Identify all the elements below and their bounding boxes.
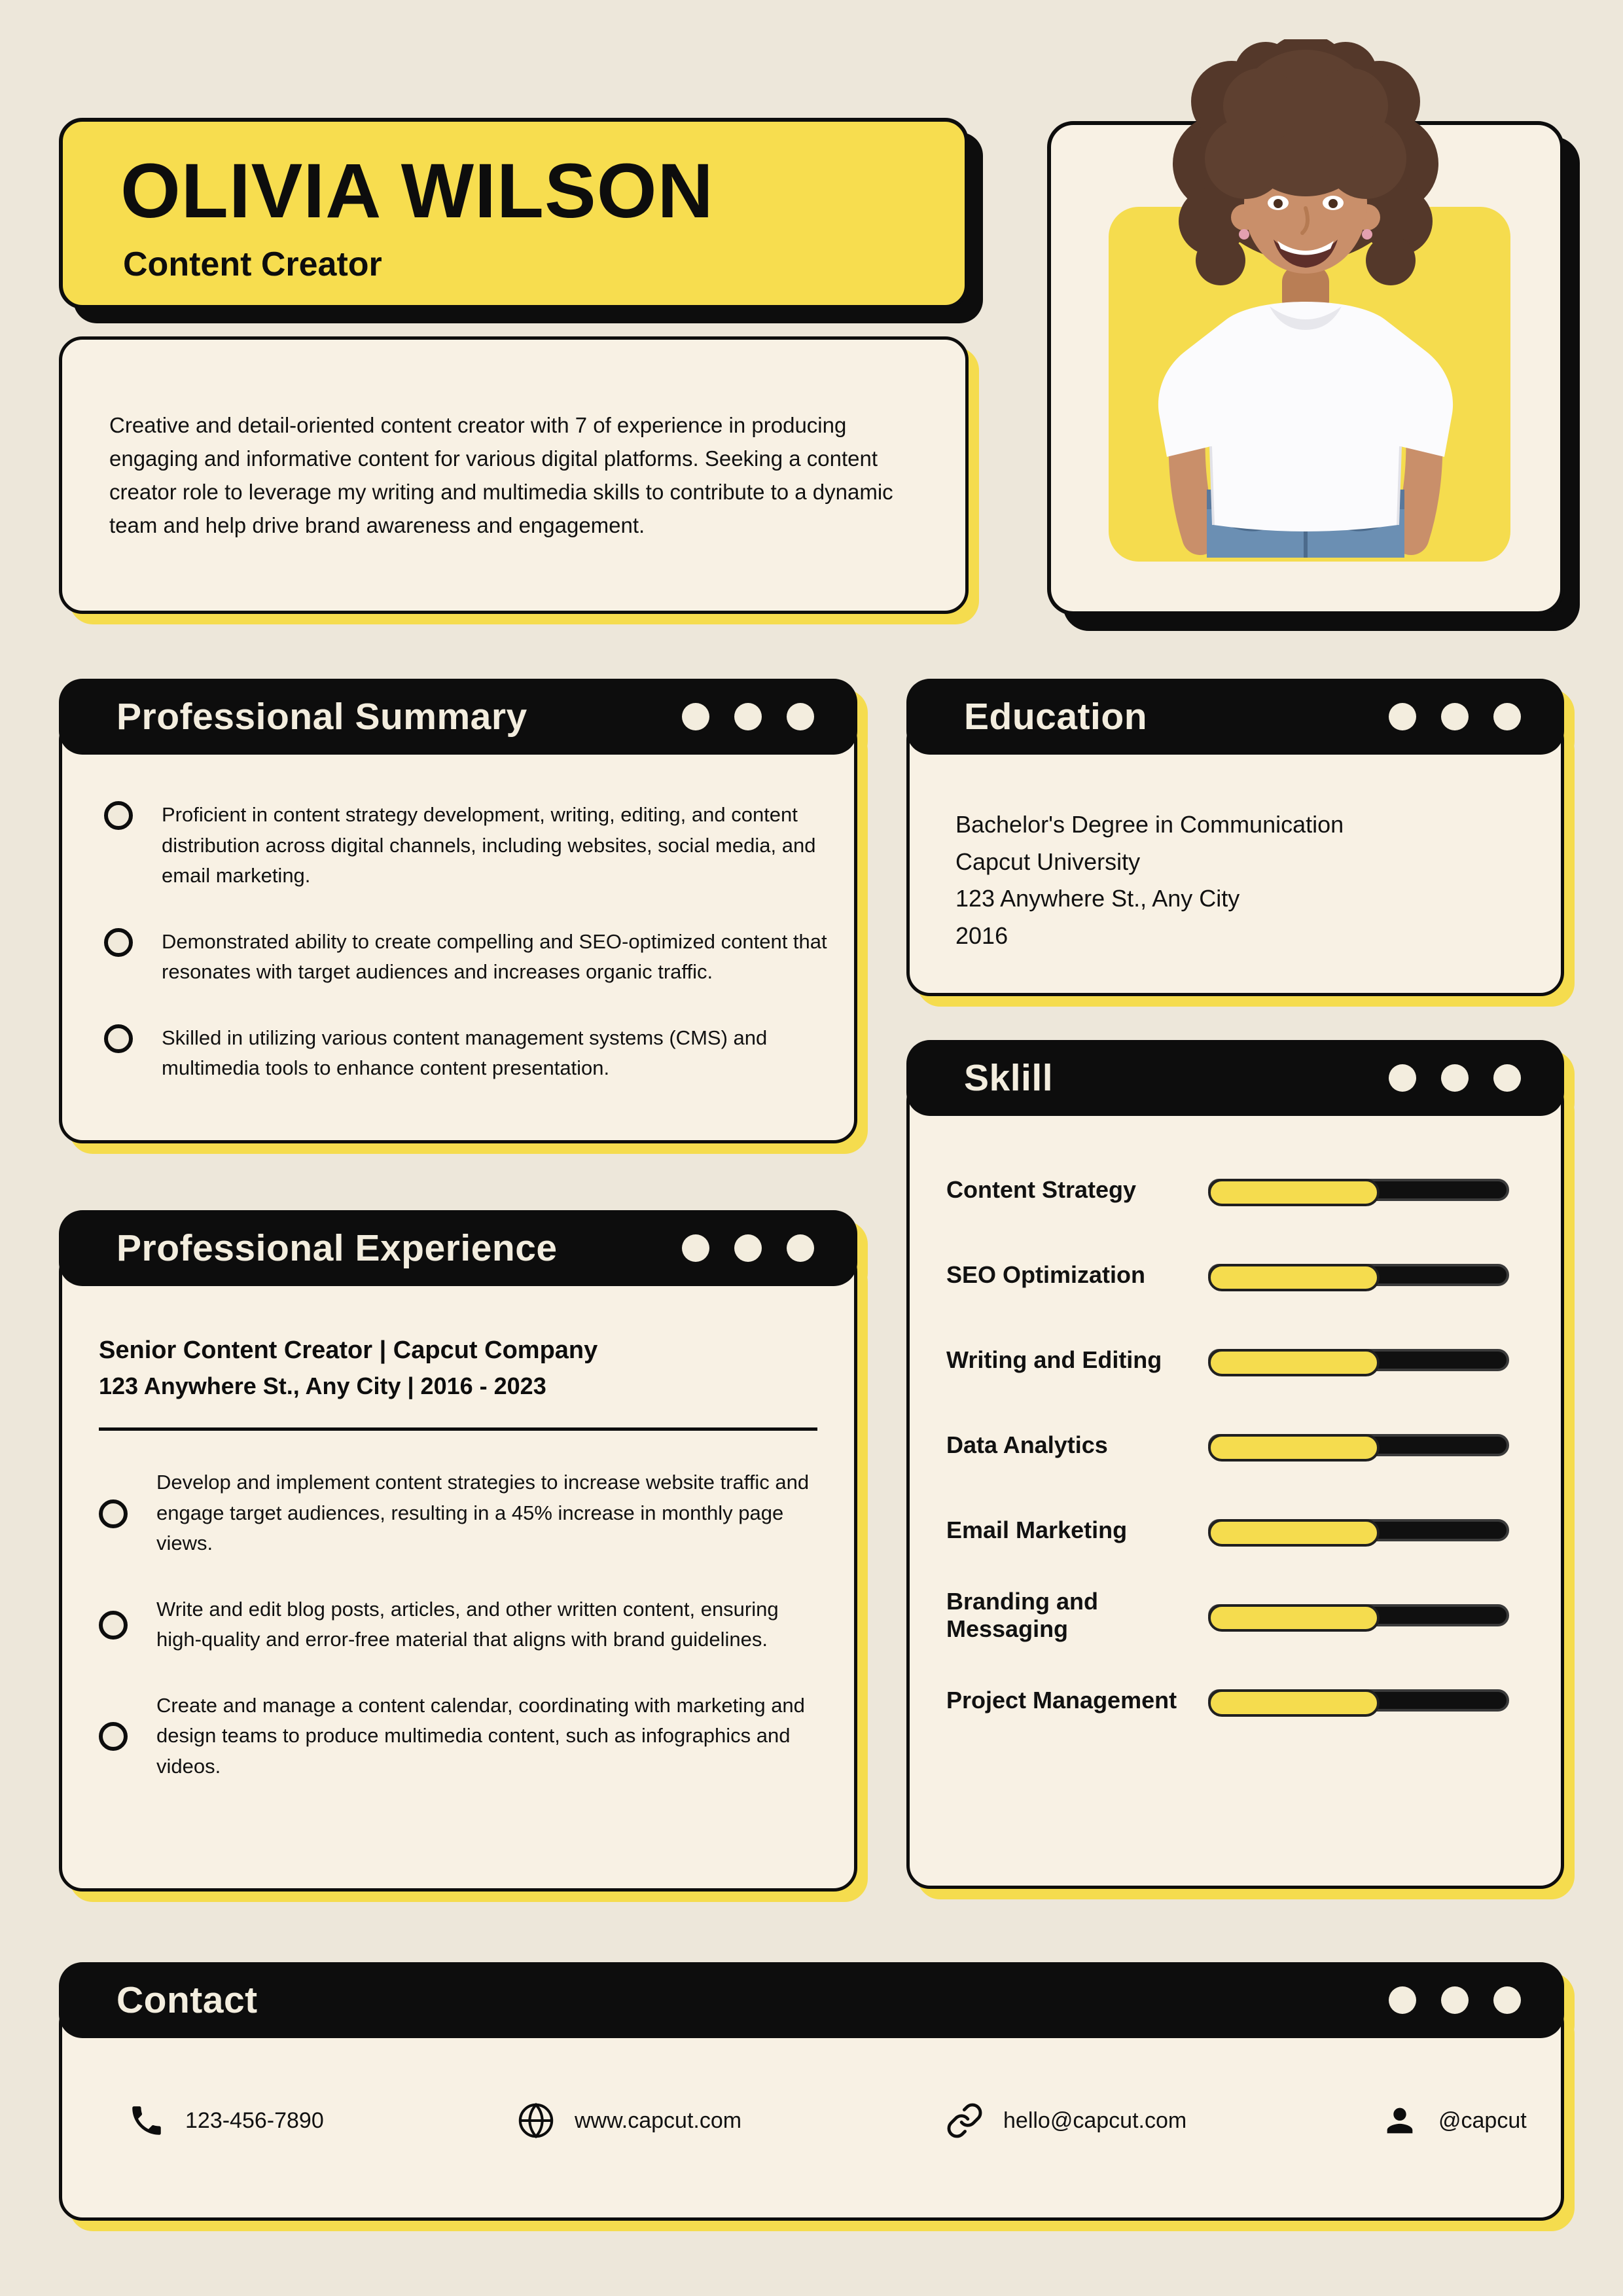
skill-label: SEO Optimization bbox=[946, 1261, 1146, 1288]
bullet-circle-icon bbox=[104, 928, 133, 957]
section-title: Sklill bbox=[964, 1057, 1054, 1099]
summary-bullet bbox=[104, 927, 828, 988]
skill-label: Writing and Editing bbox=[946, 1346, 1162, 1373]
bullet-circle-icon bbox=[104, 1024, 133, 1053]
profile-intro-card bbox=[59, 336, 969, 614]
skill-bar bbox=[1208, 1689, 1509, 1712]
bullet-text: Write and edit blog posts, articles, and other written content, ensuring high-quality and error-free material that aligns with brand guidelines. bbox=[156, 1597, 779, 1651]
job-title: Senior Content Creator | Capcut Company bbox=[99, 1336, 598, 1364]
name-header-card bbox=[59, 118, 969, 309]
bullet-circle-icon bbox=[99, 1611, 128, 1640]
experience-body bbox=[59, 1248, 857, 1892]
experience-bullet bbox=[99, 1594, 823, 1655]
phone-icon bbox=[128, 2102, 166, 2140]
skills-header bbox=[906, 1040, 1564, 1116]
education-degree: Bachelor's Degree in Communication bbox=[955, 811, 1344, 838]
contact-website bbox=[517, 2102, 741, 2140]
window-dot-icon bbox=[682, 703, 709, 730]
experience-bullet bbox=[99, 1467, 823, 1559]
skill-row bbox=[946, 1263, 1515, 1287]
skill-bar-fill bbox=[1208, 1604, 1380, 1632]
bullet-text: Create and manage a content calendar, coordinating with marketing and design teams to produce multimedia content, such as infographics and videos. bbox=[156, 1693, 805, 1778]
bullet-circle-icon bbox=[99, 1499, 128, 1528]
skill-bar bbox=[1208, 1179, 1509, 1201]
divider bbox=[99, 1427, 817, 1431]
person-role: Content Creator bbox=[123, 245, 382, 283]
window-dots bbox=[1389, 703, 1521, 730]
skill-bar-fill bbox=[1208, 1434, 1380, 1462]
skill-bar-fill bbox=[1208, 1179, 1380, 1206]
skill-bar bbox=[1208, 1604, 1509, 1626]
email-address[interactable]: hello@capcut.com bbox=[1003, 2108, 1187, 2133]
skill-row bbox=[946, 1178, 1515, 1202]
skill-bar bbox=[1208, 1434, 1509, 1456]
skill-bar-fill bbox=[1208, 1519, 1380, 1547]
window-dot-icon bbox=[1389, 1064, 1416, 1092]
window-dot-icon bbox=[1389, 1986, 1416, 2014]
bullet-text: Skilled in utilizing various content management systems (CMS) and multimedia tools to enhance content presentation. bbox=[162, 1026, 768, 1079]
skill-bar bbox=[1208, 1349, 1509, 1371]
education-section bbox=[906, 679, 1564, 996]
education-header bbox=[906, 679, 1564, 755]
summary-bullet bbox=[104, 1023, 828, 1084]
window-dot-icon bbox=[787, 1234, 814, 1262]
window-dot-icon bbox=[1441, 703, 1469, 730]
skill-label: Data Analytics bbox=[946, 1431, 1108, 1458]
window-dots bbox=[682, 1234, 814, 1262]
education-body bbox=[906, 717, 1564, 996]
section-title: Contact bbox=[116, 1979, 258, 2021]
window-dot-icon bbox=[734, 703, 762, 730]
skill-bar-fill bbox=[1208, 1689, 1380, 1717]
window-dot-icon bbox=[1493, 1064, 1521, 1092]
contact-header bbox=[59, 1962, 1564, 2038]
portrait-illustration bbox=[1061, 39, 1550, 558]
education-year: 2016 bbox=[955, 922, 1008, 949]
skill-row bbox=[946, 1348, 1515, 1372]
bullet-circle-icon bbox=[104, 801, 133, 830]
skills-body bbox=[906, 1078, 1564, 1889]
skill-row bbox=[946, 1433, 1515, 1457]
skill-row bbox=[946, 1588, 1515, 1642]
social-handle[interactable]: @capcut bbox=[1438, 2108, 1527, 2133]
section-title: Professional Summary bbox=[116, 696, 527, 738]
skill-bar-fill bbox=[1208, 1349, 1380, 1376]
professional-summary-section bbox=[59, 679, 857, 1143]
experience-header bbox=[59, 1210, 857, 1286]
bullet-text: Proficient in content strategy development, writing, editing, and content distribution across digital channels, including websites, social media, and email marketing. bbox=[162, 803, 816, 887]
bullet-circle-icon bbox=[99, 1722, 128, 1751]
experience-bullet bbox=[99, 1691, 823, 1782]
experience-section bbox=[59, 1210, 857, 1892]
professional-summary-header bbox=[59, 679, 857, 755]
window-dot-icon bbox=[787, 703, 814, 730]
phone-number[interactable]: 123-456-7890 bbox=[185, 2108, 324, 2133]
education-address: 123 Anywhere St., Any City bbox=[955, 885, 1240, 912]
professional-summary-body bbox=[59, 717, 857, 1143]
contact-email bbox=[946, 2102, 1186, 2140]
window-dot-icon bbox=[734, 1234, 762, 1262]
bullet-text: Develop and implement content strategies to increase website traffic and engage target audiences, resulting in a 45% increase in monthly page views. bbox=[156, 1471, 810, 1554]
skill-bar bbox=[1208, 1264, 1509, 1286]
skill-label: Project Management bbox=[946, 1687, 1177, 1713]
contact-section bbox=[59, 1962, 1564, 2221]
window-dot-icon bbox=[1441, 1064, 1469, 1092]
bullet-text: Demonstrated ability to create compelling and SEO-optimized content that resonates with target audiences and increases organic traffic. bbox=[162, 929, 827, 983]
profile-intro-text: Creative and detail-oriented content creator with 7 of experience in producing engaging and informative content for various digital platforms. Seeking a content creator role to leverage my writing and multimedia skills to contribute to a dynamic team and help drive brand awareness and engagement. bbox=[109, 412, 893, 538]
window-dot-icon bbox=[1493, 703, 1521, 730]
person-name: OLIVIA WILSON bbox=[120, 148, 714, 234]
window-dots bbox=[682, 703, 814, 730]
summary-bullet bbox=[104, 800, 828, 891]
window-dots bbox=[1389, 1064, 1521, 1092]
contact-phone bbox=[128, 2102, 324, 2140]
skill-label: Content Strategy bbox=[946, 1176, 1137, 1203]
portrait-photo bbox=[1061, 39, 1550, 558]
person-icon bbox=[1381, 2102, 1419, 2140]
skill-row bbox=[946, 1518, 1515, 1542]
link-icon bbox=[946, 2102, 984, 2140]
window-dots bbox=[1389, 1986, 1521, 2014]
skill-label: Email Marketing bbox=[946, 1516, 1128, 1543]
skills-section bbox=[906, 1040, 1564, 1889]
window-dot-icon bbox=[1389, 703, 1416, 730]
skill-label: Branding and Messaging bbox=[946, 1588, 1098, 1642]
skill-bar bbox=[1208, 1519, 1509, 1541]
education-school: Capcut University bbox=[955, 848, 1141, 875]
globe-icon bbox=[517, 2102, 555, 2140]
window-dot-icon bbox=[1441, 1986, 1469, 2014]
website-url[interactable]: www.capcut.com bbox=[575, 2108, 742, 2133]
window-dot-icon bbox=[682, 1234, 709, 1262]
job-meta: 123 Anywhere St., Any City | 2016 - 2023 bbox=[99, 1372, 546, 1399]
contact-social bbox=[1381, 2102, 1527, 2140]
section-title: Professional Experience bbox=[116, 1227, 558, 1269]
section-title: Education bbox=[964, 696, 1148, 738]
window-dot-icon bbox=[1493, 1986, 1521, 2014]
skill-bar-fill bbox=[1208, 1264, 1380, 1291]
skill-row bbox=[946, 1689, 1515, 1712]
